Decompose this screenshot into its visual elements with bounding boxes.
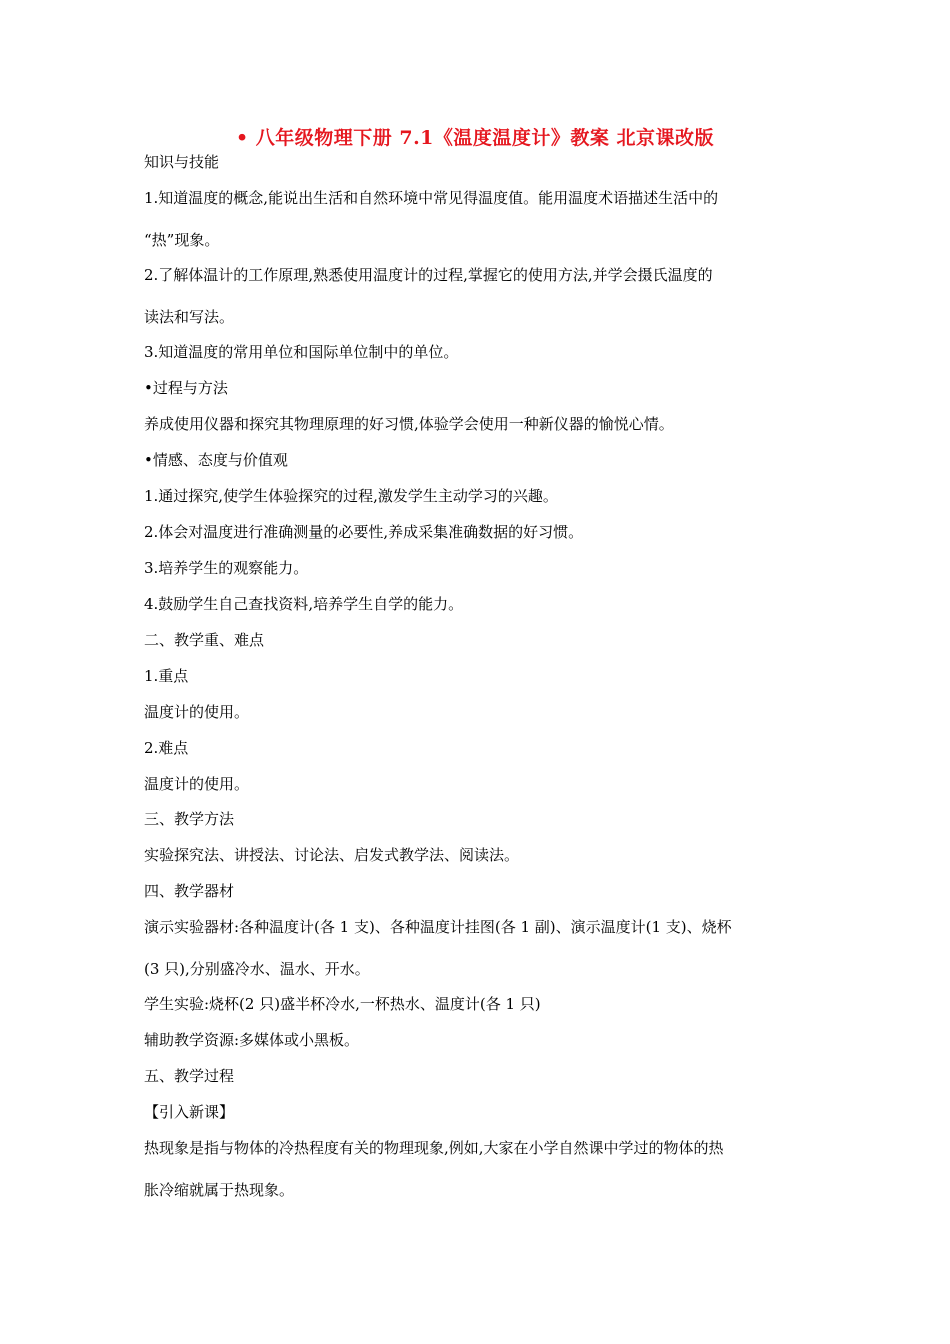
paragraph-line: 4.鼓励学生自己查找资料,培养学生自学的能力。 [144,595,464,613]
paragraph-line: 1.知道温度的概念,能说出生活和自然环境中常见得温度值。能用温度术语描述生活中的 [144,189,719,207]
paragraph-line: 实验探究法、讲授法、讨论法、启发式教学法、阅读法。 [144,846,520,864]
heading-process-method: •过程与方法 [144,379,228,397]
section-heading: 五、教学过程 [144,1067,235,1085]
subheading: 1.重点 [144,667,189,685]
subheading-intro: 【引入新课】 [144,1103,235,1121]
paragraph-line: 养成使用仪器和探究其物理原理的好习惯,体验学会使用一种新仪器的愉悦心情。 [144,415,674,433]
paragraph-line: 3.培养学生的观察能力。 [144,559,309,577]
heading-knowledge-skills: 知识与技能 [144,153,220,171]
paragraph-line: 热现象是指与物体的冷热程度有关的物理现象,例如,大家在小学自然课中学过的物体的热 [144,1139,724,1157]
paragraph-line: 辅助教学资源:多媒体或小黑板。 [144,1031,360,1049]
paragraph-line: 2.了解体温计的工作原理,熟悉使用温度计的过程,掌握它的使用方法,并学会摄氏温度的 [144,266,713,284]
heading-emotion-attitude: •情感、态度与价值观 [144,451,288,469]
paragraph-line: 学生实验:烧杯(2 只)盛半杯冷水,一杯热水、温度计(各 1 只) [144,995,541,1013]
paragraph-line: 温度计的使用。 [144,703,250,721]
subheading: 2.难点 [144,739,189,757]
document-title: • 八年级物理下册 7.1《温度温度计》教案 北京课改版 [235,127,715,149]
paragraph-line: 温度计的使用。 [144,775,250,793]
section-heading: 二、教学重、难点 [144,631,265,649]
paragraph-line: (3 只),分别盛冷水、温水、开水。 [144,960,370,978]
paragraph-line: 胀冷缩就属于热现象。 [144,1181,295,1199]
paragraph-line: 演示实验器材:各种温度计(各 1 支)、各种温度计挂图(各 1 副)、演示温度计(1 支)、烧杯 [144,918,732,936]
section-heading: 四、教学器材 [144,882,235,900]
paragraph-line: 2.体会对温度进行准确测量的必要性,养成采集准确数据的好习惯。 [144,523,584,541]
section-heading: 三、教学方法 [144,810,235,828]
paragraph-line: 1.通过探究,使学生体验探究的过程,激发学生主动学习的兴趣。 [144,487,558,505]
paragraph-line: 读法和写法。 [144,308,235,326]
paragraph-line: 3.知道温度的常用单位和国际单位制中的单位。 [144,343,459,361]
paragraph-line: “热”现象。 [144,231,220,249]
